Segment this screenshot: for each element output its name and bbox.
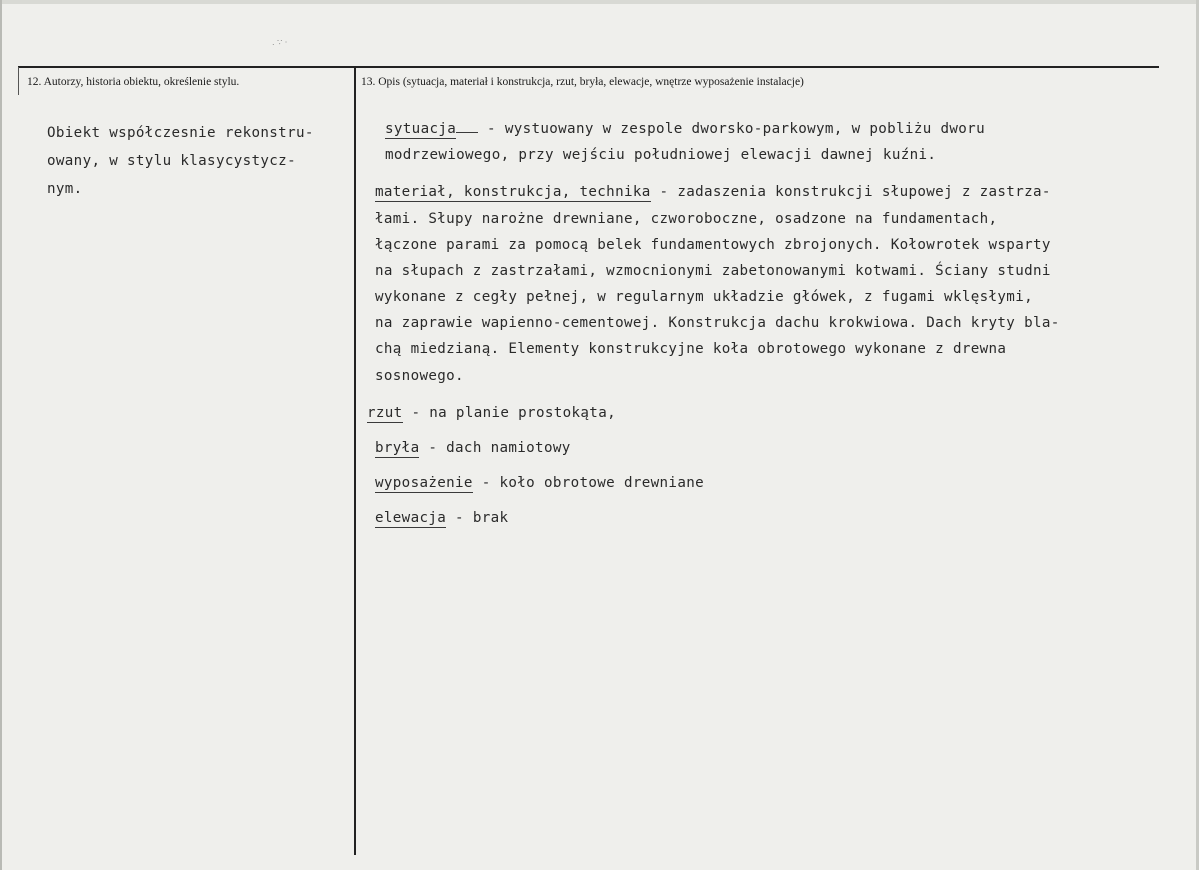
material-line: chą miedzianą. Elementy konstrukcyjne koła obrotowego wykonane z drewna <box>375 341 1007 357</box>
bryla-text: - dach namiotowy <box>419 440 571 456</box>
sytuacja-line <box>385 120 985 138</box>
wyposazenie-text: - koło obrotowe drewniane <box>472 475 704 491</box>
header-rule <box>18 66 1159 68</box>
rzut-line <box>367 404 616 422</box>
material-line: łami. Słupy narożne drewniane, czworoboczne, osadzone na fundamentach, <box>375 211 998 227</box>
elewacja-label: elewacja <box>375 510 447 526</box>
sytuacja-text: - wystuowany w zespole dworsko-parkowym, w pobliżu dworu <box>478 121 985 137</box>
rzut-text: - na planie prostokąta, <box>402 405 616 421</box>
left-text-line: owany, w stylu klasycystycz- <box>47 153 296 169</box>
sytuacja-label: sytuacja <box>385 121 457 137</box>
card-top-edge <box>0 0 1199 4</box>
underline-gap <box>456 120 478 133</box>
elewacja-text: - brak <box>446 510 509 526</box>
left-text-line: Obiekt współczesnie rekonstru- <box>47 125 314 141</box>
column-divider <box>354 67 356 855</box>
bryla-line <box>375 439 571 457</box>
wyposazenie-label: wyposażenie <box>375 475 473 491</box>
material-line <box>375 183 1051 201</box>
card-left-edge <box>0 0 2 870</box>
left-column-edge <box>18 67 19 95</box>
elewacja-line <box>375 509 508 527</box>
paper-speck: . ∵ · <box>272 38 288 47</box>
bryla-label: bryła <box>375 440 420 456</box>
material-line: sosnowego. <box>375 368 464 384</box>
material-label: materiał, konstrukcja, technika <box>375 184 651 200</box>
field-13-header: 13. Opis (sytuacja, materiał i konstrukcja, rzut, bryła, elewacje, wnętrze wyposażenie instalacje) <box>361 76 804 88</box>
material-line: na zaprawie wapienno-cementowej. Konstrukcja dachu krokwiowa. Dach kryty bla- <box>375 315 1060 331</box>
field-12-header: 12. Autorzy, historia obiektu, określenie stylu. <box>27 76 240 88</box>
left-text-line: nym. <box>47 181 83 197</box>
material-line: wykonane z cegły pełnej, w regularnym układzie główek, z fugami wklęsłymi, <box>375 289 1033 305</box>
wyposazenie-line <box>375 474 704 492</box>
material-text: - zadaszenia konstrukcji słupowej z zastrza- <box>650 184 1051 200</box>
material-line: łączone parami za pomocą belek fundamentowych zbrojonych. Kołowrotek wsparty <box>375 237 1051 253</box>
material-line: na słupach z zastrzałami, wzmocnionymi zabetonowanymi kotwami. Ściany studni <box>375 263 1051 279</box>
sytuacja-line-2: modrzewiowego, przy wejściu południowej elewacji dawnej kuźni. <box>385 147 937 163</box>
rzut-label: rzut <box>367 405 403 421</box>
